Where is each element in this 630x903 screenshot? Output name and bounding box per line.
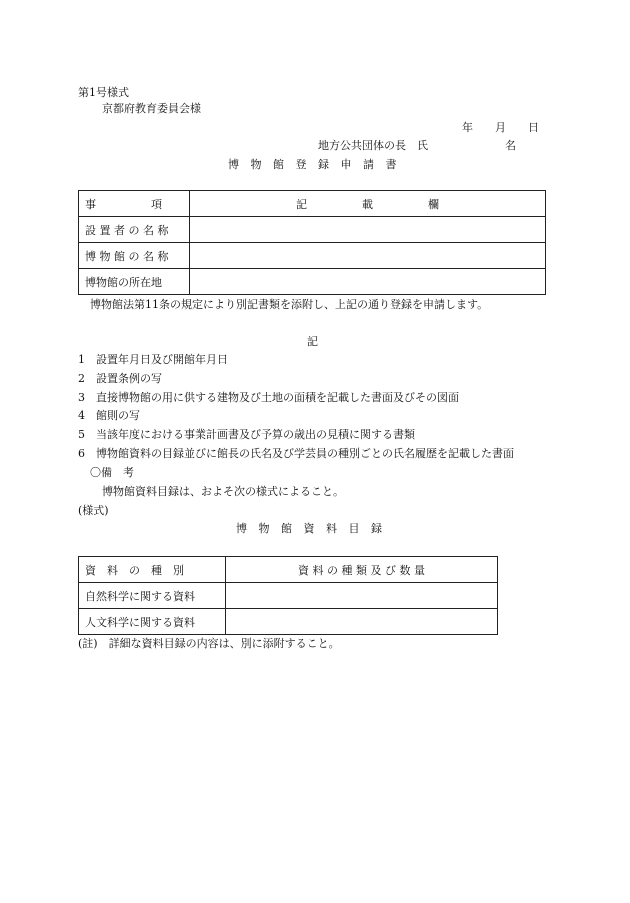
list-item [78, 409, 140, 423]
remarks-text: 博物館資料目録は、およそ次の様式によること。 [102, 485, 344, 498]
row-label-museum-name: 博 物 館 の 名 称 [79, 243, 190, 269]
founder-name-cell [190, 217, 546, 243]
header-material-type: 資 料 の 種 別 [79, 557, 226, 583]
document-title: 博 物 館 登 録 申 請 書 [228, 158, 401, 171]
list-number: 3 [78, 391, 85, 404]
remarks-label: 〇備 考 [90, 466, 134, 479]
application-table [78, 190, 546, 295]
row-natural-science: 自然科学に関する資料 [79, 583, 226, 609]
catalog-table [78, 556, 498, 635]
list-number: 4 [78, 409, 85, 422]
list-item [78, 372, 162, 386]
humanities-cell [226, 609, 498, 635]
row-label-founder-name: 設 置 者 の 名 称 [79, 217, 190, 243]
table-row [79, 269, 546, 295]
table-row [79, 217, 546, 243]
ki-label: 記 [307, 335, 318, 348]
catalog-title: 博 物 館 資 料 目 録 [236, 522, 386, 535]
applicant-line: 地方公共団体の長 氏 名 [318, 139, 516, 152]
list-number: 2 [78, 372, 85, 385]
museum-location-cell [190, 269, 546, 295]
list-number: 6 [78, 447, 85, 460]
header-item: 事 項 [79, 191, 190, 217]
museum-name-cell [190, 243, 546, 269]
table-row [79, 583, 498, 609]
format-label: (様式) [78, 504, 109, 517]
list-item [78, 391, 459, 405]
list-item [78, 447, 514, 461]
list-number: 5 [78, 428, 85, 441]
list-item [78, 353, 228, 367]
list-item [78, 428, 415, 442]
list-text: 設置年月日及び開館年月日 [96, 353, 228, 366]
header-material-kind: 資 料 の 種 類 及 び 数 量 [226, 557, 498, 583]
natural-science-cell [226, 583, 498, 609]
date-line: 年 月 日 [462, 121, 539, 134]
list-number: 1 [78, 353, 85, 366]
list-text: 直接博物館の用に供する建物及び土地の面積を記載した書面及びその図面 [96, 391, 459, 404]
table-row [79, 243, 546, 269]
statement: 博物館法第11条の規定により別記書類を添附し、上記の通り登録を申請します。 [90, 298, 489, 311]
list-text: 館則の写 [96, 409, 140, 422]
table-row [79, 191, 546, 217]
list-text: 当該年度における事業計画書及び予算の歳出の見積に関する書類 [96, 428, 415, 441]
note: (註) 詳細な資料目録の内容は、別に添附すること。 [78, 637, 340, 650]
row-humanities: 人文科学に関する資料 [79, 609, 226, 635]
row-label-museum-location: 博物館の所在地 [79, 269, 190, 295]
form-number: 第1号様式 [78, 86, 129, 99]
header-entry: 記 載 欄 [190, 191, 546, 217]
list-text: 博物館資料の目録並びに館長の氏名及び学芸員の種別ごとの氏名履歴を記載した書面 [96, 447, 514, 460]
list-text: 設置条例の写 [96, 372, 162, 385]
addressee: 京都府教育委員会様 [102, 102, 201, 115]
table-row [79, 557, 498, 583]
table-row [79, 609, 498, 635]
